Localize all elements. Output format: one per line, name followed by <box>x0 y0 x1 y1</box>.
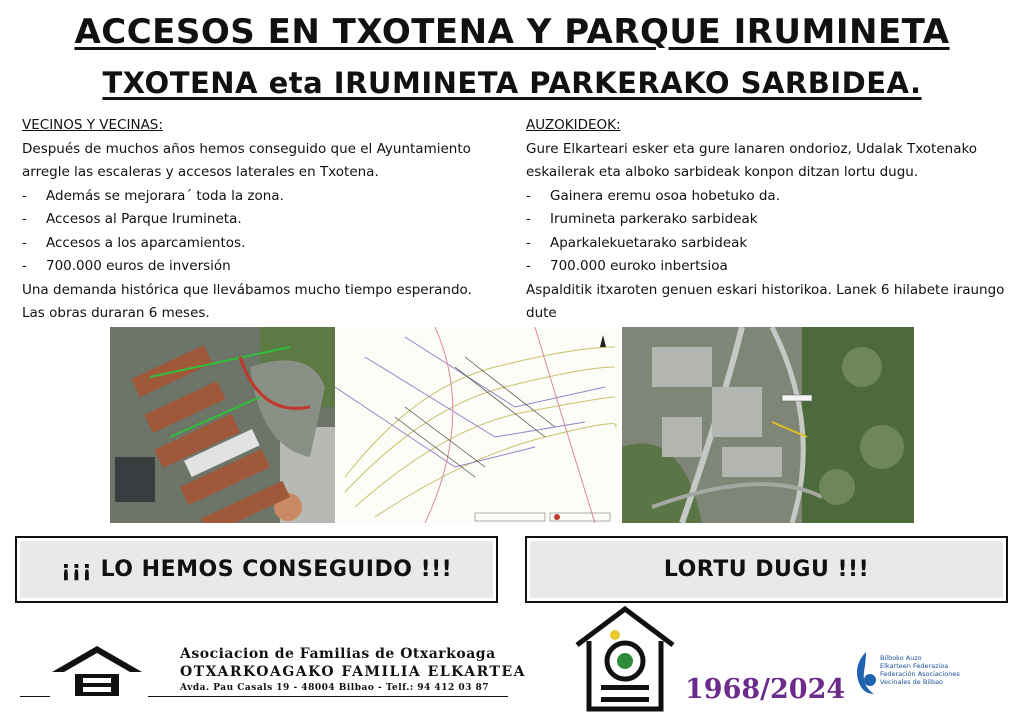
list-item: - Además se mejorara´ toda la zona. <box>22 185 502 209</box>
list-item: - 700.000 euroko inbertsioa <box>526 255 1016 279</box>
spanish-intro: Después de muchos años hemos conseguido que el Ayuntamiento arregle las escaleras y accesos laterales en Txotena. <box>22 140 471 180</box>
anniversary-years: 1968/2024 <box>685 674 846 705</box>
association-name-es: Asociacion de Familias de Otxarkoaga <box>180 646 496 662</box>
aerial-photo-neighbourhood <box>622 327 914 523</box>
spanish-closing-2: Las obras duraran 6 meses. <box>22 305 210 321</box>
list-item: - Accesos a los aparcamientos. <box>22 232 502 256</box>
engineering-plan <box>335 327 620 523</box>
spanish-heading: VECINOS Y VECINAS: <box>22 117 163 133</box>
list-item: - Aparkalekuetarako sarbideak <box>526 232 1016 256</box>
basque-intro: Gure Elkarteari esker eta gure lanaren ondorioz, Udalak Txotenako eskailerak eta alboko sarbideak konpon ditzan lortu dugu. <box>526 140 978 180</box>
banner-spanish <box>15 536 498 603</box>
federation-line: Elkarteen Federazioa <box>880 662 949 670</box>
association-block <box>180 646 526 693</box>
divider <box>148 696 508 697</box>
title-basque: TXOTENA eta IRUMINETA PARKERAKO SARBIDEA. <box>102 66 922 100</box>
banner-basque <box>525 536 1008 603</box>
basque-closing: Aspalditik itxaroten genuen eskari historikoa. Lanek 6 hilabete iraungo dute <box>526 281 1005 321</box>
title-spanish: ACCESOS EN TXOTENA Y PARQUE IRUMINETA <box>74 12 950 52</box>
banner-spanish-text: ¡¡¡ LO HEMOS CONSEGUIDO !!! <box>60 557 453 582</box>
divider <box>20 696 50 697</box>
banner-basque-text: LORTU DUGU !!! <box>663 557 870 582</box>
basque-bullets <box>526 185 1016 279</box>
list-item: - Accesos al Parque Irumineta. <box>22 208 502 232</box>
spanish-column <box>22 114 502 326</box>
federation-line: Vecinales de Bilbao <box>880 678 944 686</box>
spanish-bullets <box>22 185 502 279</box>
federation-line: Federación Asociaciones <box>880 670 960 678</box>
aerial-photo-txotena <box>110 327 335 523</box>
list-item: - Gainera eremu osoa hobetuko da. <box>526 185 1016 209</box>
association-address: Avda. Pau Casals 19 - 48004 Bilbao - Telf.: 94 412 03 87 <box>180 683 490 693</box>
house-crest-icon <box>573 605 678 720</box>
list-item: - 700.000 euros de inversión <box>22 255 502 279</box>
federation-line: Bilboko Auzo <box>880 654 922 662</box>
spanish-closing-1: Una demanda histórica que llevábamos mucho tiempo esperando. <box>22 281 472 298</box>
list-item: - Irumineta parkerako sarbideak <box>526 208 1016 232</box>
basque-column <box>526 114 1016 326</box>
federation-text <box>880 654 960 686</box>
association-name-eu: OTXARKOAGAKO FAMILIA ELKARTEA <box>180 664 526 680</box>
basque-heading: AUZOKIDEOK: <box>526 117 621 133</box>
house-logo-icon <box>50 644 145 700</box>
federation-logo-icon <box>852 650 878 696</box>
